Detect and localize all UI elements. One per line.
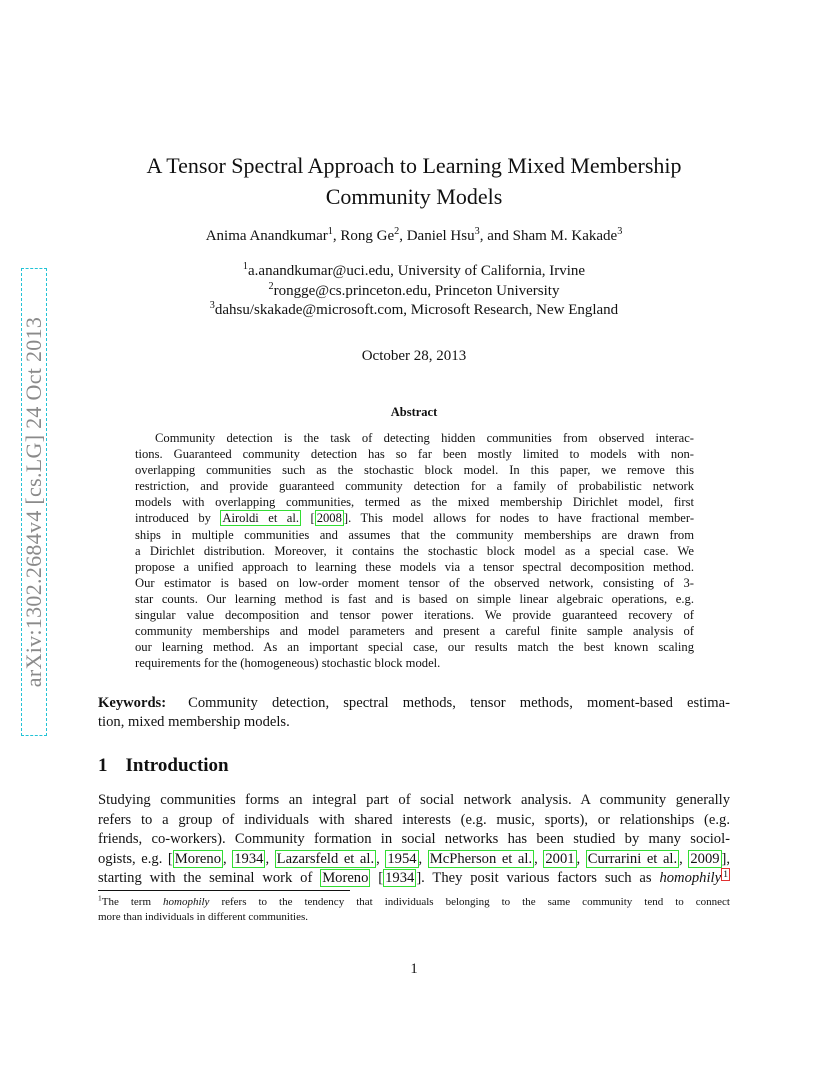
author-separator: , and: [479, 228, 513, 244]
abstract-text: introduced by: [135, 511, 221, 526]
footnote-text: The term: [101, 896, 163, 908]
intro-line: starting with the seminal work of Moreno [ 1934 ]. They posit various factors such as homophily $^1$: [98, 868, 729, 887]
abstract-line: singular value decomposition and tensor power iterations. We provide guaranteed recovery of: [135, 608, 694, 623]
keywords-line: tion, mixed membership models.: [98, 714, 290, 730]
footnote-1: [98, 895, 730, 924]
abstract-line: tions. Guaranteed community detection has so far been mostly limited to models with non-: [135, 447, 694, 462]
publication-date: October 28, 2013: [361, 348, 467, 364]
abstract-line: ships in multiple communities and assumes that the community memberships are drawn from: [135, 527, 694, 542]
affiliation-text: rongge@cs.princeton.edu, Princeton University: [273, 282, 560, 299]
citation-link-1934[interactable]: 1934: [234, 850, 264, 867]
intro-text: starting with the seminal work of: [98, 870, 321, 887]
keywords-line: [98, 694, 730, 713]
keywords-label: Keywords:: [98, 695, 167, 711]
abstract-line: a Dirichlet distribution. Moreover, it contains the stochastic block model as a special case. We: [135, 543, 694, 558]
abstract-line: restriction, and provide guaranteed community detection for a family of probabilistic network: [135, 479, 694, 494]
abstract-line: our learning method. As an important special case, our results match the best known scaling: [135, 640, 694, 655]
abstract-line: community memberships and model parameters and present a careful finite sample analysis of: [135, 624, 694, 639]
citation-link-currarini[interactable]: Currarini et al.: [587, 850, 678, 867]
author-separator: ,: [399, 228, 407, 244]
affiliation-superscript: 1: [242, 261, 249, 272]
author-superscript: 3: [617, 226, 623, 237]
citation-link-1954[interactable]: 1954: [387, 850, 417, 867]
footnote-link-1[interactable]: 1: [723, 868, 729, 880]
abstract-line: requirements for the (homogeneous) stochastic block model.: [135, 656, 441, 671]
author-name: Sham M. Kakade: [512, 228, 618, 244]
paper-title: [98, 150, 730, 212]
footnote-divider: [98, 890, 350, 891]
intro-line: ogists, e.g. [ Moreno , 1934 , Lazarsfeld et al. , 1954 , McPherson et al. , 2001 , Currarini et al. , 2009 ],: [98, 850, 731, 867]
intro-text: ogists, e.g. [: [98, 850, 173, 867]
citation-link-mcpherson[interactable]: McPherson et al.: [429, 850, 533, 867]
arxiv-identifier-stamp[interactable]: [21, 268, 47, 736]
title-line-1: A Tensor Spectral Approach to Learning Mixed Membership: [146, 153, 682, 178]
intro-text: ]. They posit various factors such as: [416, 870, 660, 887]
abstract-line: propose a unified approach to learning these models via a tensor spectral decomposition method.: [135, 559, 694, 574]
keywords-block: [98, 694, 730, 732]
author-superscript: 3: [474, 226, 480, 237]
footnote-line: [98, 895, 730, 910]
abstract-line: star counts. Our learning method is fast and is based on simple linear algebraic operations, e.g.: [135, 591, 694, 606]
affiliation-text: dahsu/skakade@microsoft.com, Microsoft Research, New England: [214, 302, 619, 318]
abstract-line: Our estimator is based on low-order moment tensor of the observed network, consisting of 3-: [135, 575, 694, 590]
footnote-marker: 1: [98, 893, 102, 903]
section-number: 1: [98, 755, 108, 776]
abstract-line: overlapping communities such as the stochastic block model. In this paper, we remove this: [135, 463, 694, 478]
author-name: Rong Ge: [340, 228, 395, 244]
abstract-heading: Abstract: [390, 405, 438, 419]
abstract-line: models with overlapping communities, termed as the mixed membership Dirichlet model, first: [135, 495, 694, 510]
citation-link-moreno-seminal[interactable]: Moreno: [322, 870, 369, 887]
affiliation-text: a.anandkumar@uci.edu, University of California, Irvine: [248, 263, 586, 279]
author-separator: ,: [332, 228, 341, 244]
citation-link-2001[interactable]: 2001: [545, 850, 575, 867]
affiliation-line: [98, 262, 730, 282]
abstract-line: Community detection is the task of detecting hidden communities from observed interac-: [155, 431, 694, 445]
footnote-italic-term: homophily: [163, 896, 210, 908]
intro-line: refers to a group of individuals with shared interests (e.g. music, sports), or relationships (e.g.: [98, 811, 730, 828]
affiliation-superscript: 2: [268, 280, 274, 292]
author-superscript: 2: [394, 226, 400, 237]
citation-link-lazarsfeld[interactable]: Lazarsfeld et al.: [276, 850, 375, 867]
author-name: Daniel Hsu: [406, 228, 475, 244]
affiliation-line: [98, 301, 730, 321]
citation-link-moreno[interactable]: Moreno: [174, 850, 222, 867]
intro-line: friends, co-workers). Community formation in social networks has been studied by many sociol-: [98, 831, 730, 848]
affiliation-superscript: 3: [209, 300, 215, 311]
footnote-line: more than individuals in different communities.: [98, 910, 308, 923]
introduction-paragraph: [98, 791, 730, 889]
abstract-text: ]. This model allows for nodes to have fractional member-: [343, 511, 695, 526]
citation-link-1934-seminal[interactable]: 1934: [385, 870, 415, 887]
citation-link-airoldi[interactable]: Airoldi et al.: [222, 511, 300, 526]
footnote-text: refers to the tendency that individuals belonging to the same community tend to connect: [209, 896, 730, 908]
homophily-term: homophily: [659, 870, 722, 887]
citation-link-2009[interactable]: 2009: [690, 850, 720, 867]
abstract-line: [135, 510, 694, 526]
author-list: [98, 228, 730, 245]
affiliation-list: [98, 262, 730, 321]
title-line-2: Community Models: [325, 184, 503, 209]
abstract-text: [: [301, 511, 315, 526]
arxiv-identifier-text: arXiv:1302.2684v4 [cs.LG] 24 Oct 2013: [21, 316, 46, 688]
author-superscript: 1: [327, 226, 333, 237]
section-title: Introduction: [125, 755, 229, 776]
page-number: 1: [410, 961, 418, 977]
author-name: Anima Anandkumar: [205, 228, 328, 244]
intro-line: Studying communities forms an integral part of social network analysis. A community generally: [98, 792, 730, 808]
keywords-text: Community detection, spectral methods, tensor methods, moment-based estima-: [188, 695, 730, 711]
citation-link-2008[interactable]: 2008: [316, 511, 342, 526]
affiliation-line: [98, 282, 730, 302]
abstract-body: [135, 430, 694, 671]
section-heading-introduction: [98, 755, 229, 777]
